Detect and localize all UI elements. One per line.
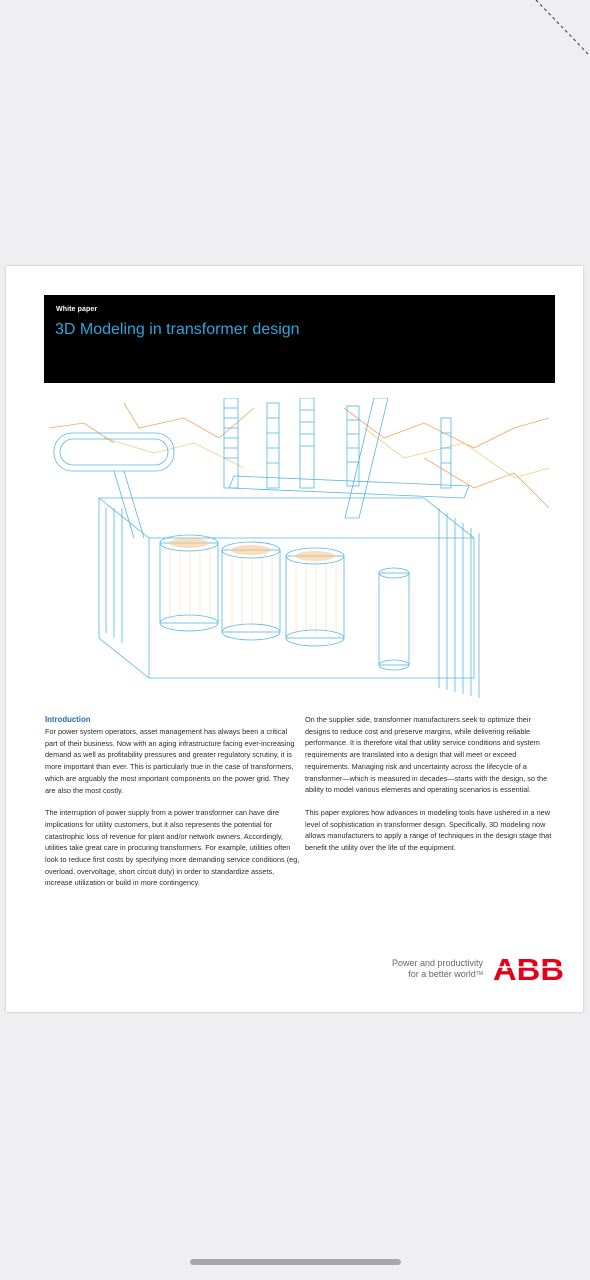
brand-tagline	[392, 958, 483, 981]
body-paragraph: For power system operators, asset management has always been a critical part of their business. Now with an aging infrastructure facing ever-increasing demand as well as profitability pressures and greater regulatory scrutiny, it is more important than ever. This is particularly true in the case of transformers, which are arguably the most important components on the power grid. They are also the most costly.	[45, 727, 295, 795]
home-indicator[interactable]	[190, 1259, 401, 1265]
introduction-heading: Introduction	[45, 715, 91, 724]
left-text-column	[45, 714, 301, 900]
body-paragraph: The interruption of power supply from a power transformer can have dire implications for utility customers, but it also represents the potential for catastrophic loss of revenue for plant and/or network owners. Accordingly, utilities take great care in procuring transformers. For example, utilities often look to reduce first costs by specifying more demanding service conditions (eg, overload, overvoltage, short circuit duty) in order to standardize assets, increase utilization or build in more contingency.	[45, 808, 300, 888]
page-curl-indicator	[530, 0, 590, 60]
abb-logo	[493, 954, 565, 984]
tagline-line-1: Power and productivity	[391, 957, 483, 968]
svg-text:ABB: ABB	[493, 954, 564, 984]
body-paragraph: On the supplier side, transformer manufacturers seek to optimize their designs to reduce cost and preserve margins, while delivering reliable performance. It is therefore vital that utility service conditions and system requirements are translated into a design that will meet or exceed requirements. Managing risk and uncertainty across the lifecycle of a transformer—which is measured in decades—starts with the design, so the ability to model various elements and operating scenarios is essential.	[305, 715, 548, 795]
body-paragraph: This paper explores how advances in modeling tools have ushered in a new level of sophistication in transformer design. Specifically, 3D modeling now allows manufacturers to apply a range of techniques in the design stage that benefit the utility over the life of the equipment.	[305, 807, 552, 853]
transformer-illustration	[44, 398, 555, 708]
trademark-mark: TM	[475, 971, 483, 977]
document-title: 3D Modeling in transformer design	[55, 321, 300, 338]
document-kicker: White paper	[56, 306, 98, 313]
document-page	[6, 266, 583, 1012]
tagline-line-2: for a better world	[408, 969, 476, 979]
right-text-column	[305, 714, 555, 865]
document-footer	[392, 954, 565, 984]
title-banner	[44, 295, 555, 383]
